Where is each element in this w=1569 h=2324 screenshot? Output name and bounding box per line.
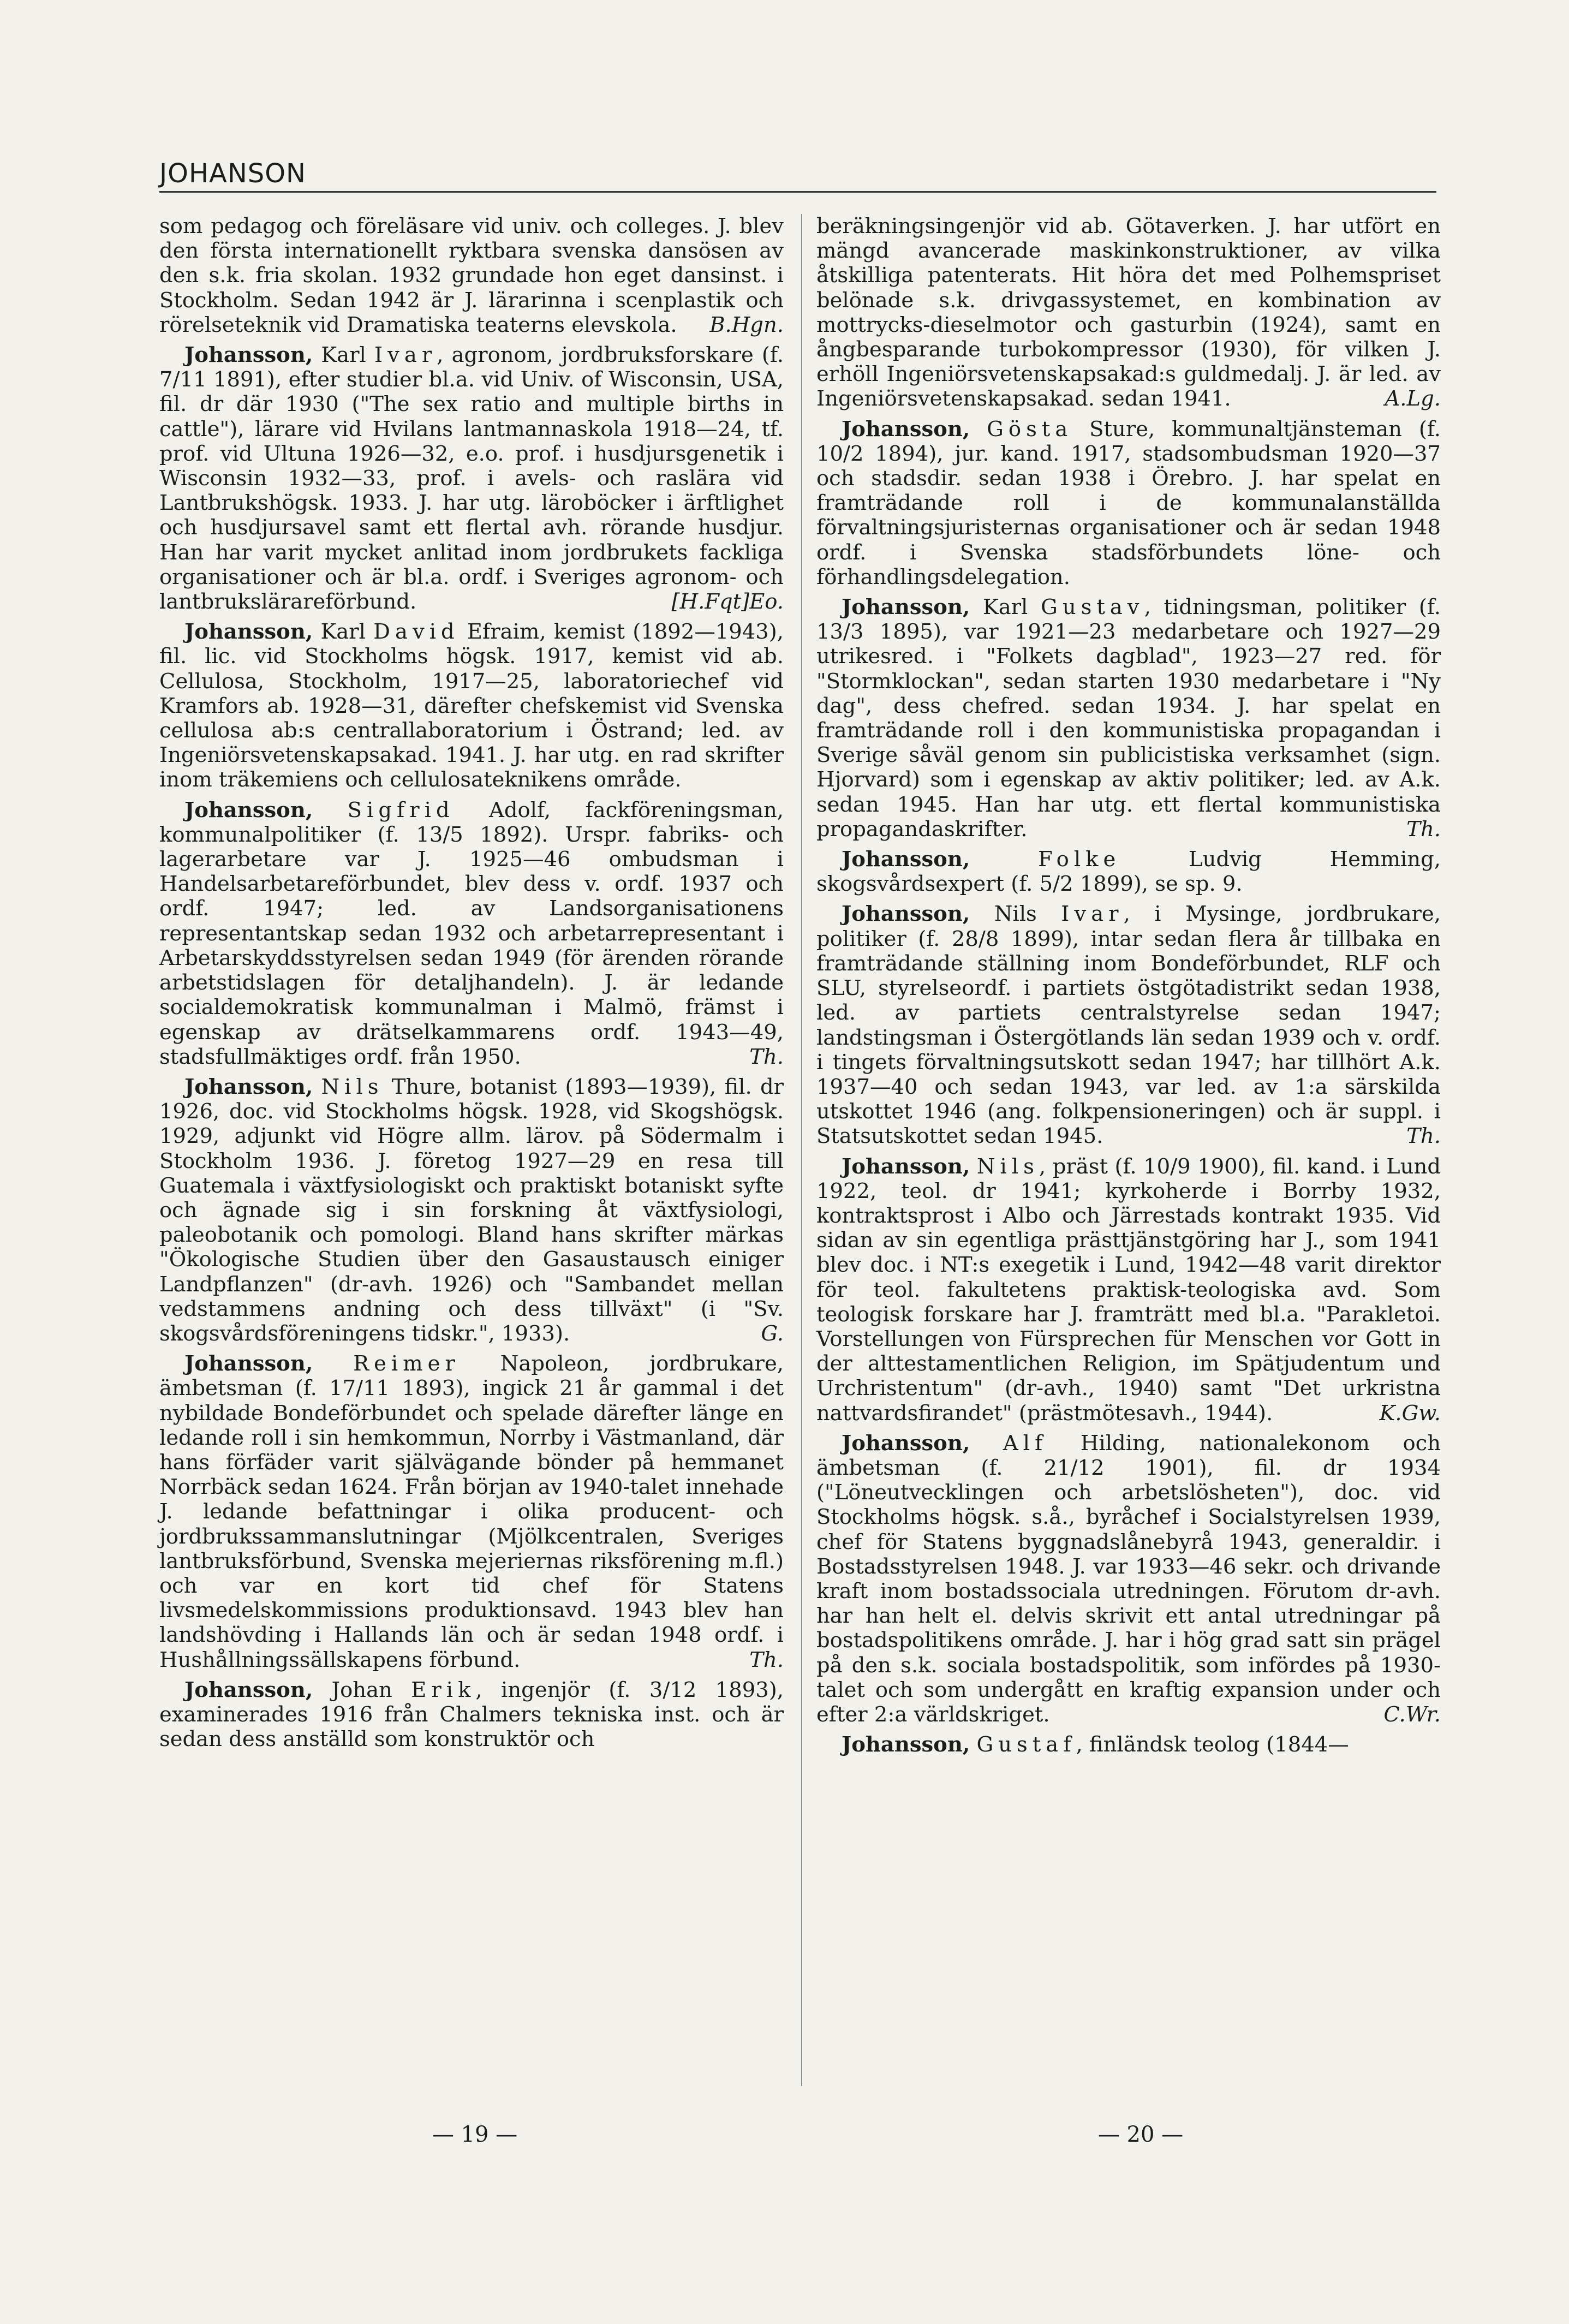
entry-given-name: Ivar [374, 343, 437, 368]
entry-given-name: Reimer [353, 1351, 460, 1376]
lexicon-entry [159, 214, 784, 337]
entry-text: Sture, kommunaltjänsteman (f. 10/2 1894), jur. kand. 1917, stadsombudsman 1920—37 och stadsdir. sedan 1938 i Örebro. J. har spelat en framträdande roll i de kommunalanställda förvaltningsjuristernas organisationer och är sedan 1948 ordf. i Svenska stadsförbundets löne- och förhandlingsdelegation. [816, 416, 1441, 589]
entry-given-prefix [970, 847, 1038, 872]
lexicon-entry [816, 417, 1441, 589]
entry-given-prefix: Johan [313, 1677, 411, 1702]
page-header [159, 158, 1436, 193]
entry-given-name: Erik [411, 1677, 476, 1702]
entry-text: , präst (f. 10/9 1900), fil. kand. i Lund 1922, teol. dr 1941; kyrkoherde i Borrby 1932, kontraktsprost i Albo och Järrestads kontrakt 1935. Vid sidan av sin egentliga prästtjänstgöring har J., som 1941 blev doc. i NT:s exegetik i Lund, 1942—48 varit direktor för teol. fakultetens praktisk-teologiska avd. Som teologisk forskare har J. framträtt med bl.a. "Parakletoi. Vorstellungen von Fürsprechen für Menschen vor Gott in der alttestamentlichen Religion, im Spätjudentum und Urchristentum" (dr-avh., 1940) samt "Det urkristna nattvardsfirandet" (prästmötesavh., 1944). [816, 1154, 1441, 1426]
lexicon-entry [159, 1678, 784, 1752]
entry-surname: Johansson, [842, 1431, 970, 1456]
lexicon-entry [159, 343, 784, 614]
entry-signature: C.Wr. [1383, 1702, 1441, 1727]
entry-text: , finländsk teolog (1844— [1076, 1732, 1349, 1757]
running-head: JOHANSON [159, 158, 306, 189]
entry-text: Efraim, kemist (1892—1943), fil. lic. vid Stockholms högsk. 1917, kemist vid ab. Cellulosa, Stockholm, 1917—25, laboratoriechef vid Kramfors ab. 1928—31, därefter chefskemist vid Svenska cellulosa ab:s centrallaboratorium i Östrand; led. av Ingeniörsvetenskapsakad. 1941. J. har utg. en rad skrifter inom träkemiens och cellulosateknikens område. [159, 619, 784, 792]
entry-given-name: Ivar [1061, 902, 1124, 927]
entry-signature: A.Lg. [1385, 386, 1441, 412]
entry-given-name: Folke [1038, 847, 1121, 872]
entry-given-prefix: Nils [970, 902, 1061, 927]
lexicon-entry [816, 214, 1441, 412]
entry-given-prefix: Karl [313, 343, 374, 368]
entry-given-prefix [970, 1431, 1003, 1456]
entry-surname: Johansson, [842, 902, 970, 927]
entry-text: Napoleon, jordbrukare, ämbetsman (f. 17/11 1893), ingick 21 år gammal i det nybildade Bondeförbundet och spelade därefter länge en ledande roll i sin hemkommun, Norrby i Västmanland, där hans förfäder varit självägande bönder på hemmanet Norrbäck sedan 1624. Från början av 1940-talet innehade J. ledande befattningar i olika producent- och jordbrukssammanslutningar (Mjölkcentralen, Sveriges lantbruksförbund, Svenska mejeriernas riksförening m.fl.) och var en kort tid chef för Statens livsmedelskommissions produktionsavd. 1943 blev han landshövding i Hallands län och är sedan 1948 ordf. i Hushållningssällskapens förbund. [159, 1351, 784, 1672]
entry-given-name: Gustav [1041, 595, 1144, 620]
entry-surname: Johansson, [842, 847, 970, 872]
lexicon-entry [816, 847, 1441, 896]
entry-given-name: Nils [976, 1154, 1039, 1179]
entry-signature: G. [761, 1321, 784, 1346]
lexicon-entry [159, 619, 784, 792]
entry-text: Thure, botanist (1893—1939), fil. dr 1926, doc. vid Stockholms högsk. 1928, vid Skogshögsk. 1929, adjunkt vid Högre allm. lärov. på Södermalm i Stockholm 1936. J. företog 1927—29 en resa till Guatemala i växtfysiologiskt och praktiskt botaniskt syfte och ägnade sig i sin forskning åt växtfysiologi, paleobotanik och pomologi. Bland hans skrifter märkas "Ökologische Studien über den Gasaustausch einiger Landpflanzen" (dr-avh. 1926) och "Sambandet mellan vedstammens andning och dess tillväxt" (i "Sv. skogsvårdsföreningens tidskr.", 1933). [159, 1074, 784, 1346]
page-number-right: — 20 — [1097, 2122, 1184, 2147]
lexicon-entry [159, 1075, 784, 1346]
lexicon-entry [816, 1732, 1441, 1757]
entry-given-prefix: Karl [313, 619, 374, 645]
entry-signature: B.Hgn. [709, 312, 784, 337]
page-number-left: — 19 — [432, 2122, 518, 2147]
entry-signature: Th. [1406, 1124, 1441, 1149]
entry-given-name: Gustaf [976, 1732, 1076, 1757]
lexicon-entry [816, 902, 1441, 1148]
entry-signature: Th. [1406, 817, 1441, 842]
entry-given-name: Sigfrid [347, 797, 455, 823]
entry-given-name: David [373, 619, 460, 645]
entry-signature: Th. [749, 1647, 784, 1672]
entry-surname: Johansson, [184, 797, 313, 823]
entry-given-name: Alf [1003, 1431, 1048, 1456]
lexicon-entry [816, 1431, 1441, 1727]
entry-text: som pedagog och föreläsare vid univ. och colleges. J. blev den första internationellt ryktbara svenska dansösen av den s.k. fria skolan. 1932 grundade hon eget dansinst. i Stockholm. Sedan 1942 är J. lärarinna i scenplastik och rörelseteknik vid Dramatiska teaterns elevskola. [159, 214, 784, 337]
entry-surname: Johansson, [842, 595, 970, 620]
lexicon-entry [159, 1351, 784, 1672]
entry-text: , ingenjör (f. 3/12 1893), examinerades 1916 från Chalmers tekniska inst. och är sedan dess anställd som konstruktör och [159, 1677, 784, 1752]
entry-text: Hilding, nationalekonom och ämbetsman (f. 21/12 1901), fil. dr 1934 ("Löneutvecklingen och arbetslösheten"), doc. vid Stockholms högsk. s.å., byråchef i Socialstyrelsen 1939, chef för Statens byggnadslånebyrå 1943, generaldir. i Bostadsstyrelsen 1948. J. var 1933—46 sekr. och drivande kraft inom bostadssociala utredningen. Förutom dr-avh. har han helt el. delvis skrivit ett antal utredningar på bostadspolitikens område. J. har i hög grad satt sin prägel på den s.k. sociala bostadspolitik, som infördes på 1930-talet och som undergått en kraftig expansion under och efter 2:a världskriget. [816, 1431, 1441, 1727]
lexicon-entry [159, 798, 784, 1069]
entry-text: beräkningsingenjör vid ab. Götaverken. J. har utfört en mängd avancerade maskinkonstruktioner, av vilka åtskilliga patenterats. Hit höra det med Polhemspriset belönade s.k. drivgassystemet, en kombination av mottrycks-dieselmotor och gasturbin (1924), samt en ångbesparande turbokompressor (1930), för vilken J. erhöll Ingeniörsvetenskapsakad:s guldmedalj. J. är led. av Ingeniörsvetenskapsakad. sedan 1941. [816, 214, 1441, 412]
entry-surname: Johansson, [842, 1732, 970, 1757]
entry-given-prefix [313, 1075, 321, 1099]
entry-text: , tidningsman, politiker (f. 13/3 1895), var 1921—23 medarbetare och 1927—29 utrikesred. i "Folkets dagblad", 1923—27 red. för "Stormklockan", sedan starten 1930 medarbetare i "Ny dag", dess chefred. sedan 1934. J. har spelat en framträdande roll i den kommunistiska propagandan i Sverige såväl genom sin publicistiska verksamhet (sign. Hjorvard) som i egenskap av aktiv politiker; led. av A.k. sedan 1945. Han har utg. ett flertal kommunistiska propagandaskrifter. [816, 595, 1441, 842]
entry-given-prefix [970, 1732, 976, 1757]
entry-surname: Johansson, [184, 1677, 313, 1702]
entry-given-prefix: Karl [970, 595, 1041, 620]
entry-surname: Johansson, [842, 1154, 970, 1179]
entry-text: , agronom, jordbruksforskare (f. 7/11 1891), efter studier bl.a. vid Univ. of Wisconsin, USA, fil. dr där 1930 ("The sex ratio and multiple births in cattle"), lärare vid Hvilans lantmannaskola 1918—24, tf. prof. vid Ultuna 1926—32, e.o. prof. i husdjursgenetik i Wisconsin 1932—33, prof. i avels- och raslära vid Lantbrukshögsk. 1933. J. har utg. läroböcker i ärftlighet och husdjursavel samt ett flertal avh. rörande husdjur. Han har varit mycket anlitad inom jordbrukets fackliga organisationer och är bl.a. ordf. i Sveriges agronom- och lantbrukslärareförbund. [159, 343, 784, 615]
entry-surname: Johansson, [842, 416, 970, 442]
entry-given-name: Nils [321, 1074, 384, 1099]
entry-given-name: Gösta [987, 416, 1073, 442]
entry-signature: [H.Fqt]Eo. [671, 589, 784, 615]
entry-given-prefix [313, 1351, 353, 1376]
lexicon-entry [816, 595, 1441, 842]
entry-text: Adolf, fackföreningsman, kommunalpolitiker (f. 13/5 1892). Urspr. fabriks- och lagerarbetare var J. 1925—46 ombudsman i Handelsarbetareförbundet, blev dess v. ordf. 1937 och ordf. 1947; led. av Landsorganisationens representantskap sedan 1932 och arbetarrepresentant i Arbetarskyddsstyrelsen sedan 1949 (för ärenden rörande arbetstidslagen för detaljhandeln). J. är ledande socialdemokratisk kommunalman i Malmö, främst i egenskap av drätselkammarens ordf. 1943—49, stadsfullmäktiges ordf. från 1950. [159, 797, 784, 1069]
entry-surname: Johansson, [184, 1074, 313, 1099]
entry-surname: Johansson, [184, 619, 313, 645]
entry-given-prefix [970, 417, 987, 442]
entry-signature: K.Gw. [1379, 1401, 1441, 1426]
entry-text: Ludvig Hemming, skogsvårdsexpert (f. 5/2 1899), se sp. 9. [816, 847, 1441, 897]
lexicon-entry [816, 1154, 1441, 1426]
entry-signature: Th. [749, 1044, 784, 1069]
left-column [159, 214, 784, 1757]
right-column [816, 214, 1441, 1762]
entry-text: , i Mysinge, jordbrukare, politiker (f. 28/8 1899), intar sedan flera år tillbaka en framträdande ställning inom Bondeförbundet, RLF och SLU, styrelseordf. i partiets östgötadistrikt sedan 1938, led. av partiets centralstyrelse sedan 1947; landstingsman i Östergötlands län sedan 1939 och v. ordf. i tingets förvaltningsutskott sedan 1947; har tillhört A.k. 1937—40 och sedan 1943, var led. av 1:a särskilda utskottet 1946 (ang. folkpensioneringen) och är suppl. i Statsutskottet sedan 1945. [816, 902, 1441, 1149]
entry-given-prefix [313, 798, 347, 823]
entry-surname: Johansson, [184, 343, 313, 368]
column-divider [801, 214, 802, 2086]
entry-surname: Johansson, [184, 1351, 313, 1376]
entry-given-prefix [970, 1154, 977, 1179]
